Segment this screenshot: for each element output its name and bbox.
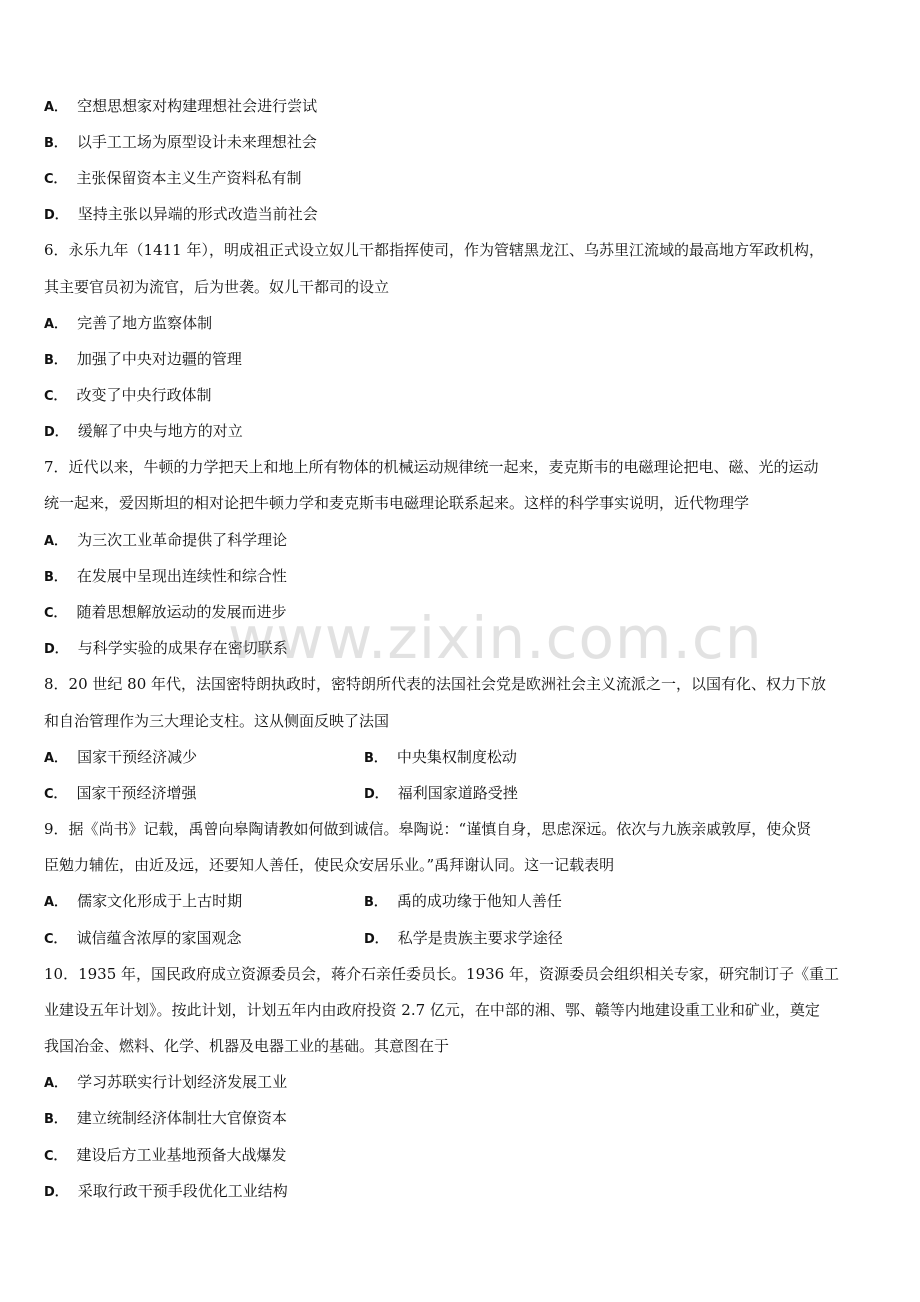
option-text: 建立统制经济体制壮大官僚资本: [76, 1109, 287, 1127]
option-text: 国家干预经济增强: [76, 784, 197, 802]
q10-option-a: [44, 1072, 287, 1094]
option-text: 采取行政干预手段优化工业结构: [77, 1182, 288, 1200]
option-letter: D．: [364, 932, 388, 947]
option-text: 与科学实验的成果存在密切联系: [77, 639, 288, 657]
q8-option-c: [44, 783, 197, 805]
option-letter: D．: [44, 425, 68, 440]
q8-option-b: [364, 747, 517, 769]
option-text: 主张保留资本主义生产资料私有制: [76, 169, 302, 187]
q8-options-row1: [44, 747, 197, 769]
option-text: 为三次工业革命提供了科学理论: [77, 531, 288, 549]
q9-stem-line2: 臣勉力辅佐，由近及远，还要知人善任，使民众安居乐业。”禹拜谢认同。这一记载表明: [44, 856, 615, 874]
option-text: 改变了中央行政体制: [76, 386, 212, 404]
q5-option-a: [44, 96, 317, 118]
q9-option-c: [44, 928, 242, 950]
q5-option-b: [44, 132, 317, 154]
option-letter: C．: [44, 787, 67, 802]
option-text: 缓解了中央与地方的对立: [77, 422, 243, 440]
q10-stem-line2: 业建设五年计划》。按此计划，计划五年内由政府投资 2.7 亿元，在中部的湘、鄂、赣等内地建设重工业和矿业，奠定: [44, 1001, 820, 1019]
option-letter: D．: [44, 642, 68, 657]
q10-option-d: [44, 1181, 288, 1203]
option-text: 禹的成功缘于他知人善任: [396, 892, 562, 910]
q10-option-c: [44, 1145, 287, 1167]
option-letter: A．: [44, 895, 68, 910]
option-text: 在发展中呈现出连续性和综合性: [76, 567, 287, 585]
q6-option-d: [44, 421, 243, 443]
option-text: 国家干预经济减少: [77, 748, 198, 766]
q7-stem-line1: 7．近代以来，牛顿的力学把天上和地上所有物体的机械运动规律统一起来，麦克斯韦的电磁理论把电、磁、光的运动: [44, 458, 819, 476]
option-letter: C．: [44, 932, 67, 947]
option-letter: C．: [44, 606, 67, 621]
q6-option-c: [44, 385, 212, 407]
q6-stem-line2: 其主要官员初为流官，后为世袭。奴儿干都司的设立: [44, 278, 390, 296]
option-letter: C．: [44, 1149, 67, 1164]
q9-option-d: [364, 928, 563, 950]
option-text: 中央集权制度松动: [396, 748, 517, 766]
option-text: 完善了地方监察体制: [77, 314, 213, 332]
option-letter: C．: [44, 172, 67, 187]
option-letter: A．: [44, 1076, 68, 1091]
q5-option-d: [44, 204, 318, 226]
option-letter: B．: [364, 895, 387, 910]
q10-stem-line1: 10．1935 年，国民政府成立资源委员会，蒋介石亲任委员长。1936 年，资源委员会组织相关专家，研究制订子《重工: [44, 965, 839, 983]
option-text: 坚持主张以异端的形式改造当前社会: [77, 205, 318, 223]
option-letter: B．: [44, 570, 67, 585]
option-text: 空想思想家对构建理想社会进行尝试: [77, 97, 318, 115]
q7-option-a: [44, 530, 287, 552]
q7-option-c: [44, 602, 287, 624]
option-text: 随着思想解放运动的发展而进步: [76, 603, 287, 621]
option-letter: A．: [44, 317, 68, 332]
option-letter: B．: [44, 136, 67, 151]
q9-option-b: [364, 891, 562, 913]
option-text: 诚信蕴含浓厚的家国观念: [76, 929, 242, 947]
q5-option-c: [44, 168, 302, 190]
q7-option-b: [44, 566, 287, 588]
watermark: www.zixin.com.cn: [228, 604, 763, 672]
option-letter: D．: [364, 787, 388, 802]
option-letter: A．: [44, 100, 68, 115]
q7-stem-line2: 统一起来，爱因斯坦的相对论把牛顿力学和麦克斯韦电磁理论联系起来。这样的科学事实说明，近代物理学: [44, 494, 750, 512]
q9-option-a: [44, 891, 242, 913]
q8-stem-line1: 8．20 世纪 80 年代，法国密特朗执政时，密特朗所代表的法国社会党是欧洲社会主义流派之一，以国有化、权力下放: [44, 675, 827, 693]
option-letter: C．: [44, 389, 67, 404]
option-letter: A．: [44, 534, 68, 549]
option-text: 加强了中央对边疆的管理: [76, 350, 242, 368]
q10-option-b: [44, 1108, 287, 1130]
option-text: 建设后方工业基地预备大战爆发: [76, 1146, 287, 1164]
q10-stem-line3: 我国冶金、燃料、化学、机器及电器工业的基础。其意图在于: [44, 1037, 450, 1055]
q8-stem-line2: 和自治管理作为三大理论支柱。这从侧面反映了法国: [44, 712, 390, 730]
q7-option-d: [44, 638, 288, 660]
q9-stem-line1: 9．据《尚书》记载，禹曾向皋陶请教如何做到诚信。皋陶说：“谨慎自身，思虑深远。依次与九族亲戚敦厚，使众贤: [44, 820, 812, 838]
q8-option-a: [44, 748, 197, 766]
q6-option-b: [44, 349, 242, 371]
option-text: 福利国家道路受挫: [397, 784, 518, 802]
q8-option-d: [364, 783, 518, 805]
q6-stem-line1: 6．永乐九年（1411 年），明成祖正式设立奴儿干都指挥使司，作为管辖黑龙江、乌苏里江流域的最高地方军政机构，: [44, 241, 824, 259]
option-letter: A．: [44, 751, 68, 766]
option-letter: B．: [44, 353, 67, 368]
option-text: 儒家文化形成于上古时期: [77, 892, 243, 910]
option-letter: B．: [44, 1112, 67, 1127]
option-letter: B．: [364, 751, 387, 766]
option-letter: D．: [44, 1185, 68, 1200]
option-text: 私学是贵族主要求学途径: [397, 929, 563, 947]
option-letter: D．: [44, 208, 68, 223]
option-text: 以手工工场为原型设计未来理想社会: [76, 133, 317, 151]
option-text: 学习苏联实行计划经济发展工业: [77, 1073, 288, 1091]
q6-option-a: [44, 313, 212, 335]
